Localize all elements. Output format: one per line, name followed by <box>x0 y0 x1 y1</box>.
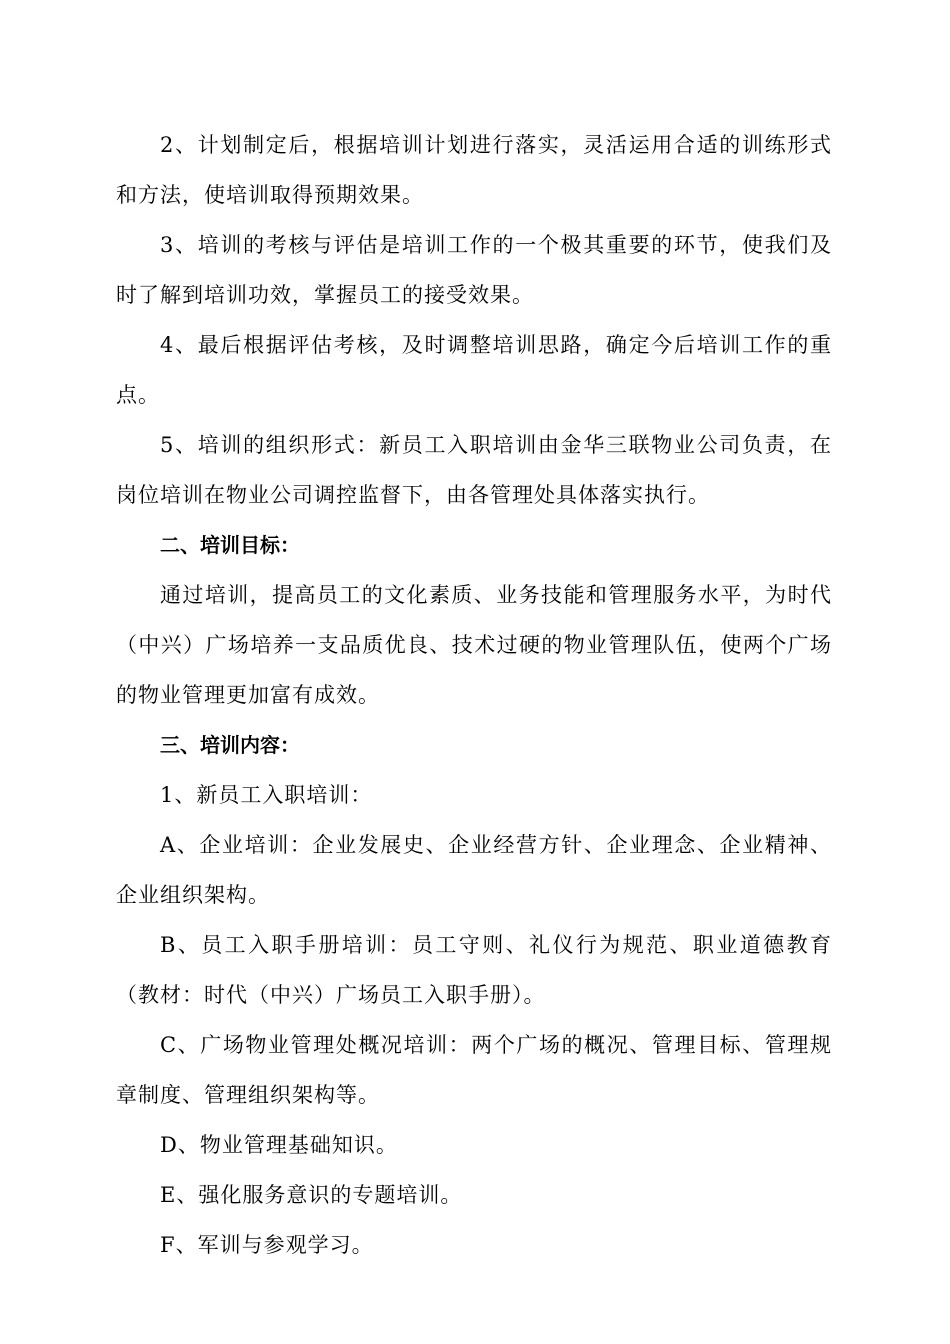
section-heading-training-goals: 二、培训目标： <box>160 533 300 557</box>
paragraph-item-c: C、广场物业管理处概况培训：两个广场的概况、管理目标、管理规章制度、管理组织架构等。 <box>116 1033 832 1107</box>
paragraph-item-2: 2、计划制定后，根据培训计划进行落实，灵活运用合适的训练形式和方法，使培训取得预期效果。 <box>116 133 832 207</box>
paragraph-item-b: B、员工入职手册培训：员工守则、礼仪行为规范、职业道德教育（教材：时代（中兴）广场员工入职手册）。 <box>116 933 832 1007</box>
paragraph-item-5: 5、培训的组织形式：新员工入职培训由金华三联物业公司负责，在岗位培训在物业公司调控监督下，由各管理处具体落实执行。 <box>116 433 832 507</box>
paragraph-item-3: 3、培训的考核与评估是培训工作的一个极其重要的环节，使我们及时了解到培训功效，掌握员工的接受效果。 <box>116 233 832 307</box>
paragraph-item-a: A、企业培训：企业发展史、企业经营方针、企业理念、企业精神、企业组织架构。 <box>116 833 832 907</box>
paragraph-item-f: F、军训与参观学习。 <box>160 1233 374 1257</box>
paragraph-item-d: D、物业管理基础知识。 <box>160 1133 398 1157</box>
section-heading-training-content: 三、培训内容： <box>160 733 300 757</box>
paragraph-item-e: E、强化服务意识的专题培训。 <box>160 1183 463 1207</box>
paragraph-item-4: 4、最后根据评估考核，及时调整培训思路，确定今后培训工作的重点。 <box>116 333 832 407</box>
paragraph-new-employee-training: 1、新员工入职培训： <box>160 783 373 807</box>
document-page <box>116 120 832 1270</box>
paragraph-training-goals: 通过培训，提高员工的文化素质、业务技能和管理服务水平，为时代（中兴）广场培养一支品质优良、技术过硬的物业管理队伍，使两个广场的物业管理更加富有成效。 <box>116 583 832 707</box>
